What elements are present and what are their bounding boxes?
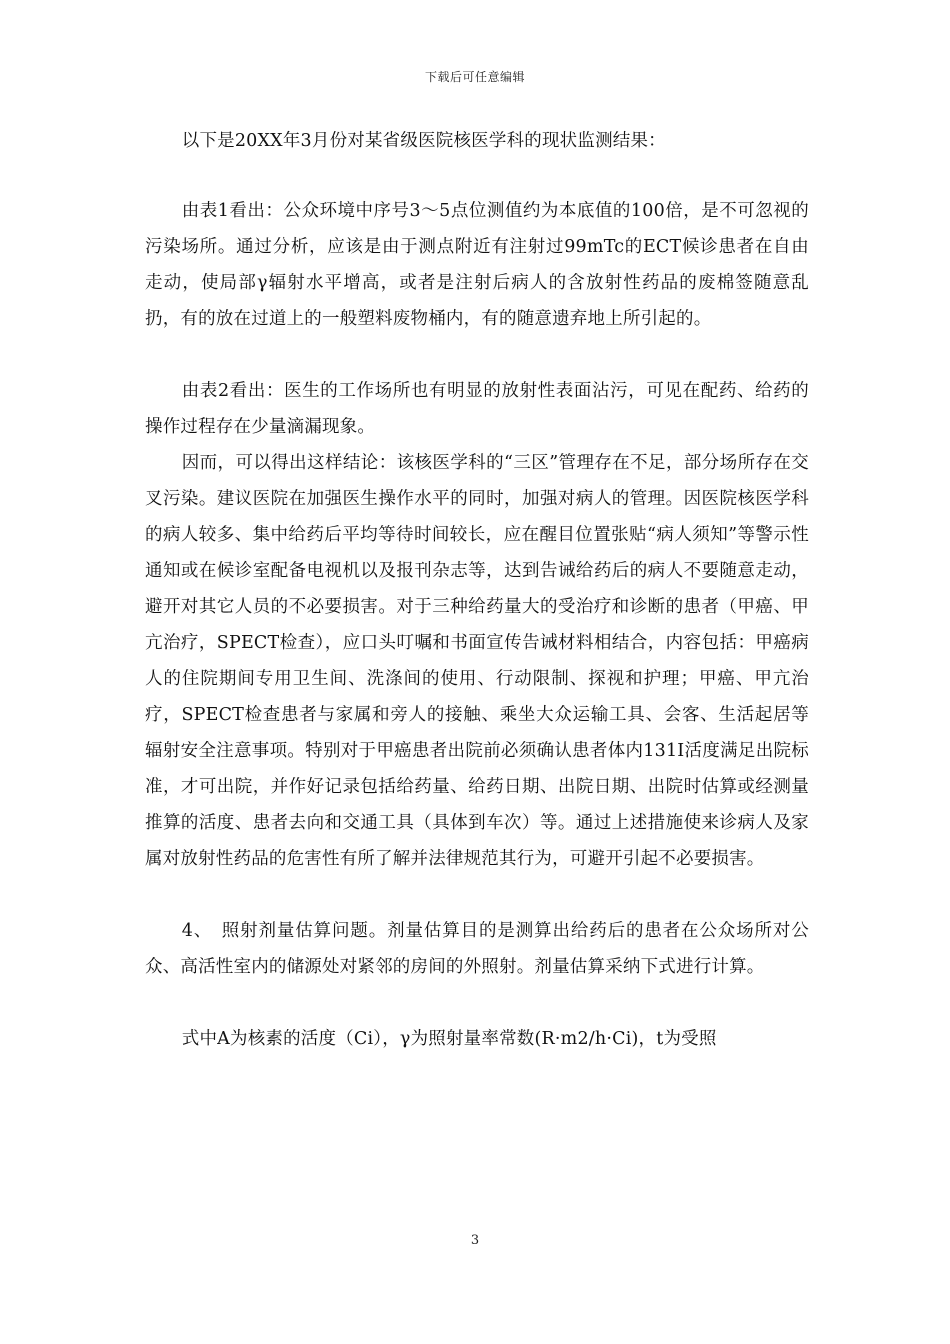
page-number: 3 (470, 1233, 480, 1248)
paragraph-table1-analysis: 由表1看出：公众环境中序号3～5点位测值约为本底值的100倍，是不可忽视的污染场所。通过分析，应该是由于测点附近有注射过99mTc的ECT候诊患者在自由走动，使局部γ辐射水平增高，或者是注射后病人的含放射性药品的废棉签随意乱扔，有的放在过道上的一般塑料废物桶内，有的随意遗弃地上所引起的。 (145, 201, 809, 329)
paragraph-gap (145, 985, 809, 1021)
paragraph-intro: 以下是20XX年3月份对某省级医院核医学科的现状监测结果： (181, 131, 666, 151)
paragraph-dose-estimation: 4、 照射剂量估算问题。剂量估算目的是测算出给药后的患者在公众场所对公众、高活性室内的储源处对紧邻的房间的外照射。剂量估算采纳下式进行计算。 (145, 921, 809, 977)
paragraph-gap (145, 159, 809, 193)
paragraph-table2-analysis: 由表2看出：医生的工作场所也有明显的放射性表面沾污，可见在配药、给药的操作过程存在少量滴漏现象。 (145, 381, 809, 437)
paragraph-conclusion: 因而，可以得出这样结论：该核医学科的“三区”管理存在不足，部分场所存在交叉污染。建议医院在加强医生操作水平的同时，加强对病人的管理。因医院核医学科的病人较多、集中给药后平均等待时间较长，应在醒目位置张贴“病人须知”等警示性通知或在候诊室配备电视机以及报刊杂志等，达到告诫给药后的病人不要随意走动，避开对其它人员的不必要损害。对于三种给药量大的受治疗和诊断的患者（甲癌、甲亢治疗，SPECT检查），应口头叮嘱和书面宣传告诫材料相结合，内容包括：甲癌病人的住院期间专用卫生间、洗涤间的使用、行动限制、探视和护理；甲癌、甲亢治疗，SPECT检查患者与家属和旁人的接触、乘坐大众运输工具、会客、生活起居等辐射安全注意事项。特别对于甲癌患者出院前必须确认患者体内131I活度满足出院标准，才可出院，并作好记录包括给药量、给药日期、出院日期、出院时估算或经测量推算的活度、患者去向和交通工具（具体到车次）等。通过上述措施使来诊病人及家属对放射性药品的危害性有所了解并法律规范其行为，可避开引起不必要损害。 (145, 453, 809, 869)
paragraph-formula-definition: 式中A为核素的活度（Ci），γ为照射量率常数(R·m2/h·Ci)，t为受照 (181, 1029, 717, 1049)
paragraph-gap (145, 877, 809, 913)
document-body (145, 123, 809, 1057)
paragraph-gap (145, 337, 809, 373)
page-header: 下载后可任意编辑 (424, 70, 525, 84)
